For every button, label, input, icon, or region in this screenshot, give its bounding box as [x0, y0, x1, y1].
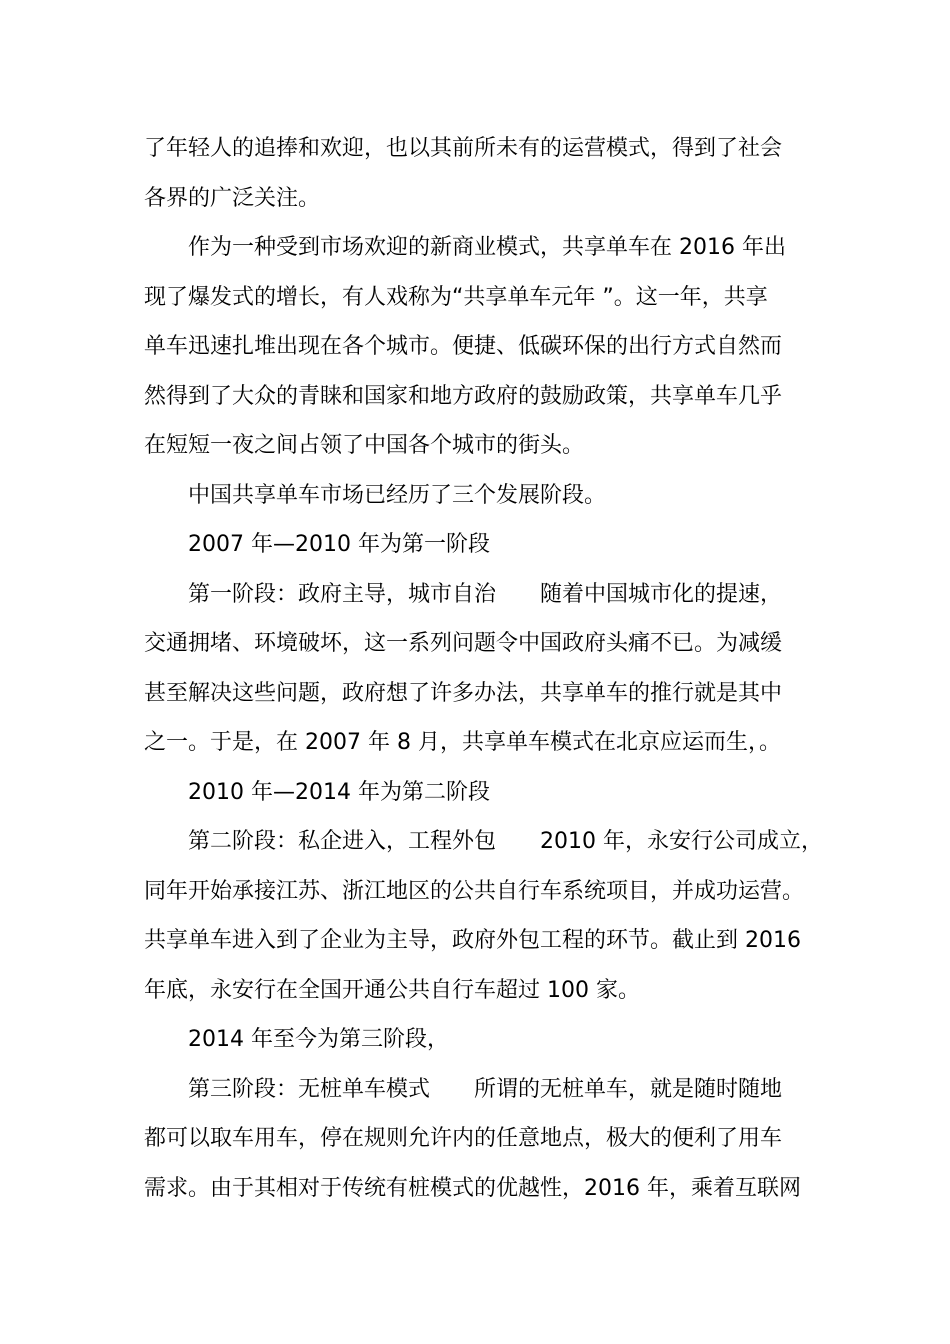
text-line: 交通拥堵、环境破坏，这一系列问题令中国政府头痛不已。为减缓 [144, 631, 783, 656]
text-line: 都可以取车用车，停在规则允许内的任意地点，极大的便利了用车 [144, 1126, 783, 1151]
paragraph-start-line: 作为一种受到市场欢迎的新商业模式，共享单车在 2016 年出 [188, 235, 786, 260]
stage-description-start: 所谓的无桩单车，就是随时随地 [474, 1076, 783, 1102]
text-line: 现了爆发式的增长，有人戏称为“共享单车元年 ”。这一年，共享 [144, 284, 768, 310]
stage-title-line [144, 570, 824, 620]
stage-title: 第一阶段：政府主导，城市自治 [188, 581, 497, 607]
text-line: 同年开始承接江苏、浙江地区的公共自行车系统项目，并成功运营。 [144, 878, 805, 904]
text-line: 然得到了大众的青睐和国家和地方政府的鼓励政策，共享单车几乎 [144, 383, 783, 409]
stage-title: 第二阶段：私企进入，工程外包 [188, 829, 497, 854]
stage-title-line [144, 817, 824, 867]
text-line: 共享单车进入到了企业为主导，政府外包工程的环节。截止到 2016 [144, 928, 801, 953]
text-line: 年底，永安行在全国开通公共自行车超过 100 家。 [144, 977, 640, 1003]
stage-period-heading: 2010 年—2014 年为第二阶段 [188, 779, 490, 805]
stage-description-start: 2010 年，永安行公司成立， [540, 829, 823, 854]
text-line: 单车迅速扎堆出现在各个城市。便捷、低碳环保的出行方式自然而 [144, 334, 783, 359]
text-line: 各界的广泛关注。 [144, 185, 321, 211]
stage-title: 第三阶段：无桩单车模式 [188, 1076, 431, 1102]
text-line: 了年轻人的追捧和欢迎，也以其前所未有的运营模式，得到了社会 [144, 136, 783, 161]
stage-title-line [144, 1065, 824, 1115]
text-line: 在短短一夜之间占领了中国各个城市的街头。 [144, 433, 585, 458]
text-line: 甚至解决这些问题，政府想了许多办法，共享单车的推行就是其中 [144, 680, 783, 706]
stage-period-heading: 2014 年至今为第三阶段， [188, 1027, 449, 1052]
text-line: 需求。由于其相对于传统有桩模式的优越性，2016 年，乘着互联网 [144, 1175, 801, 1201]
text-line: 之一。于是，在 2007 年 8 月，共享单车模式在北京应运而生，。 [144, 730, 781, 755]
stage-description-start: 随着中国城市化的提速， [540, 581, 783, 607]
stage-period-heading: 2007 年—2010 年为第一阶段 [188, 532, 490, 557]
paragraph-start-line: 中国共享单车市场已经历了三个发展阶段。 [188, 482, 607, 508]
document-body [144, 124, 824, 1213]
